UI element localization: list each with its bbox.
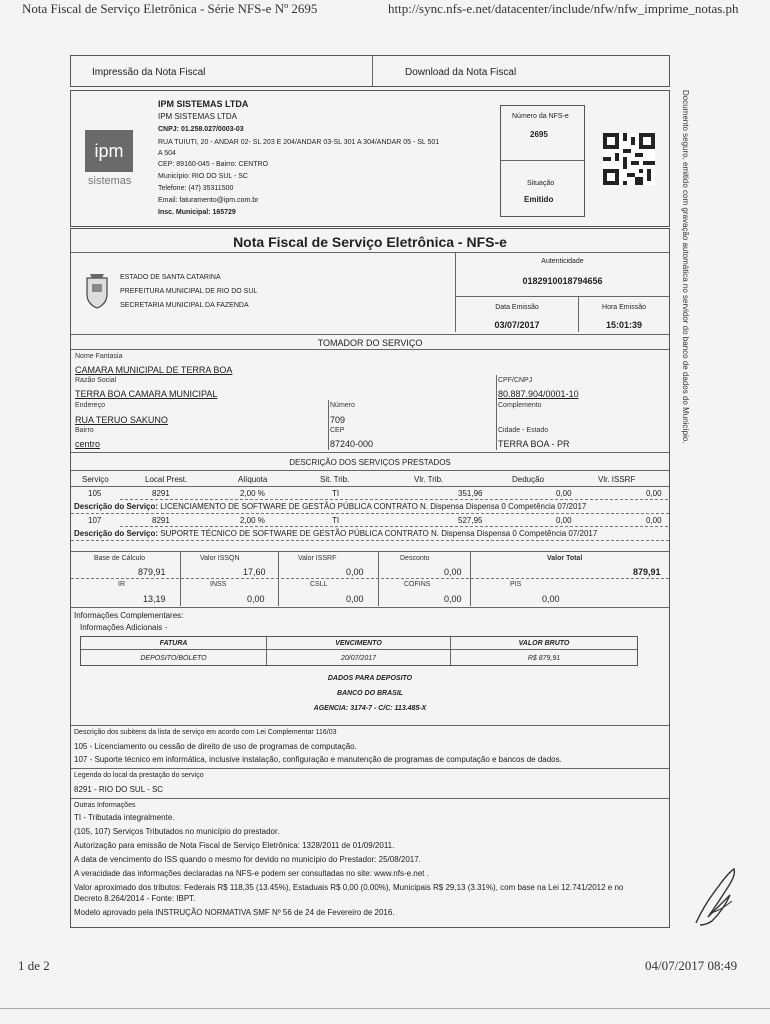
print-datetime: 04/07/2017 08:49 — [645, 958, 738, 973]
fantasy-name: CAMARA MUNICIPAL DE TERRA BOA — [75, 365, 233, 375]
service-2-local: 8291 — [152, 516, 170, 525]
service-2-deducao: 0,00 — [556, 516, 572, 525]
total-value: 879,91 — [633, 567, 661, 577]
razao-value: TERRA BOA CAMARA MUNICIPAL — [75, 389, 218, 399]
issue-time-label: Hora Emissão — [602, 304, 646, 311]
note-number: 2695 — [530, 130, 548, 139]
service-1-issrf: 0,00 — [646, 489, 662, 498]
issuer-insc: Insc. Municipal: 165729 — [158, 209, 236, 216]
col-local: Local Prest. — [145, 475, 188, 484]
col-vlr-trib: Vlr. Trib. — [414, 475, 444, 484]
complementary-label: Informações Complementares: — [74, 611, 184, 620]
city-state-value: TERRA BOA - PR — [498, 439, 570, 449]
service-2-issrf: 0,00 — [646, 516, 662, 525]
deposit-bank: BANCO DO BRASIL — [336, 690, 404, 697]
other-info-line: Autorização para emissão de Nota Fiscal de Serviço Eletrônica: 1328/2011 de 01/09/2011. — [74, 841, 395, 850]
pis-value: 0,00 — [542, 594, 560, 604]
fatura-label: FATURA — [159, 640, 188, 647]
print-button[interactable]: Impressão da Nota Fiscal — [92, 67, 206, 78]
col-sit-trib: Sit. Trib. — [320, 475, 350, 484]
ir-value: 13,19 — [143, 594, 166, 604]
other-info-line: TI - Tributada integralmente. — [74, 813, 175, 822]
city-state-label: Cidade - Estado — [498, 427, 549, 434]
other-info-line: Modelo aprovado pela INSTRUÇÃO NORMATIVA SMF Nº 56 de 24 de Fevereiro de 2016. — [74, 908, 395, 917]
col-vlr-issrf: Vlr. ISSRF — [598, 475, 636, 484]
cep-label: CEP — [330, 427, 345, 434]
pis-label: PIS — [510, 581, 522, 588]
number-value: 709 — [330, 415, 346, 425]
bruto-value: R$ 879,91 — [527, 655, 561, 662]
cpf-value: 80.887.904/0001-10 — [498, 389, 579, 399]
auth-code: 0182910018794656 — [522, 276, 603, 286]
bruto-label: VALOR BRUTO — [518, 640, 570, 647]
print-header-url: http://sync.nfs-e.net/datacenter/include/nfw/nfw_imprime_notas.ph — [388, 1, 739, 16]
issuer-address1: RUA TUIUTI, 20 - ANDAR 02- SL 203 E 204/ANDAR 03-SL 301 A 304/ANDAR 05 - SL 501 — [158, 139, 440, 146]
district-label: Bairro — [75, 427, 94, 434]
address-label: Endereço — [75, 402, 105, 409]
csll-value: 0,00 — [346, 594, 364, 604]
vencimento-label: VENCIMENTO — [335, 640, 382, 647]
issrf-total-label: Valor ISSRF — [298, 555, 337, 562]
other-info-label: Outras Informações — [74, 802, 136, 809]
service-2-description — [74, 529, 597, 538]
discount-label: Desconto — [400, 555, 430, 562]
prefecture-name: PREFEITURA MUNICIPAL DE RIO DO SUL — [120, 288, 258, 295]
additional-info-label: Informações Adicionais - — [80, 623, 168, 632]
issuer-name-bold: IPM SISTEMAS LTDA — [158, 99, 249, 109]
issuer-name: IPM SISTEMAS LTDA — [158, 112, 237, 121]
other-info-line: A data de vencimento do ISS quando o mesmo for devido no município do Prestador: 25/08/2017. — [74, 855, 421, 864]
tomador-section-title: TOMADOR DO SERVIÇO — [317, 338, 423, 348]
service-2-desc-label: Descrição do Serviço: — [74, 529, 159, 538]
services-section-title: DESCRIÇÃO DOS SERVIÇOS PRESTADOS — [289, 458, 451, 467]
deposit-account: AGENCIA: 3174-7 - C/C: 113.485-X — [313, 705, 427, 712]
handwritten-signature — [690, 865, 742, 929]
subitem-107: 107 - Suporte técnico em informática, inclusive instalação, configuração e manutenção de programas de computação e bancos de dados. — [74, 755, 562, 764]
service-1-deducao: 0,00 — [556, 489, 572, 498]
fantasy-name-label: Nome Fantasia — [75, 353, 123, 360]
inss-label: INSS — [210, 581, 227, 588]
issqn-value: 17,60 — [243, 567, 266, 577]
deposit-title: DADOS PARA DEPOSITO — [327, 675, 413, 682]
col-aliquota: Alíquota — [238, 475, 268, 484]
number-label: Número — [330, 402, 355, 409]
issuer-cnpj: CNPJ: 01.258.027/0003-03 — [158, 126, 244, 133]
subitem-105: 105 - Licenciamento ou cessão de direito de uso de programas de computação. — [74, 742, 357, 751]
service-1-desc-text: LICENCIAMENTO DE SOFTWARE DE GESTÃO PÚBLICA CONTRATO N. Dispensa Dispensa 0 Competência 07/2017 — [160, 502, 587, 511]
service-2-vlr: 527,95 — [458, 516, 483, 525]
print-header-title: Nota Fiscal de Serviço Eletrônica - Série NFS-e Nº 2695 — [22, 1, 318, 16]
service-1-description — [74, 502, 586, 511]
district-value: centro — [75, 439, 101, 449]
inss-value: 0,00 — [247, 594, 265, 604]
ir-label: IR — [118, 581, 125, 588]
service-2-sit: TI — [332, 516, 340, 525]
col-deducao: Dedução — [512, 475, 545, 484]
download-button[interactable]: Download da Nota Fiscal — [405, 67, 517, 78]
razao-label: Razão Social — [75, 377, 117, 384]
address-value: RUA TERUO SAKUNO — [75, 415, 168, 425]
service-2-aliquota: 2,00 % — [240, 516, 265, 525]
service-1-vlr: 351,96 — [458, 489, 483, 498]
side-security-note: Documento seguro, emitido com gravação automática no servidor do banco de dados do Município. — [681, 90, 690, 444]
col-servico: Serviço — [82, 475, 109, 484]
local-legend-value: 8291 - RIO DO SUL - SC — [74, 785, 164, 794]
issue-date: 03/07/2017 — [494, 320, 540, 330]
service-1-aliquota: 2,00 % — [240, 489, 265, 498]
cep-value: 87240-000 — [330, 439, 374, 449]
other-info-line: Decreto 8.264/2014 - Fonte: IBPT. — [74, 894, 196, 903]
base-value: 879,91 — [138, 567, 166, 577]
service-2-desc-text: SUPORTE TÉCNICO DE SOFTWARE DE GESTÃO PÚBLICA CONTRATO N. Dispensa Dispensa 0 Competência 07/2017 — [160, 529, 598, 538]
side-security-note-wrap — [676, 90, 690, 490]
service-1-desc-label: Descrição do Serviço: — [74, 502, 159, 511]
issrf-total-value: 0,00 — [346, 567, 364, 577]
issue-time: 15:01:39 — [605, 320, 643, 330]
complement-label: Complemento — [498, 402, 542, 409]
cofins-label: COFINS — [404, 581, 431, 588]
discount-value: 0,00 — [444, 567, 462, 577]
page-number: 1 de 2 — [18, 958, 50, 973]
status-label: Situação — [527, 180, 555, 187]
fatura-value: DEPOSITO/BOLETO — [140, 655, 207, 662]
total-label: Valor Total — [547, 555, 583, 562]
subitems-label: Descrição dos subitens da lista de serviço em acordo com Lei Complementar 116/03 — [74, 729, 337, 736]
other-info-line: A veracidade das informações declaradas na NFS-e podem ser consultadas no site: www.nfs-e.net . — [74, 869, 429, 878]
issuer-city: Município: RIO DO SUL - SC — [158, 173, 248, 180]
document-title: Nota Fiscal de Serviço Eletrônica - NFS-e — [233, 234, 507, 250]
service-1-code: 105 — [88, 489, 102, 498]
state-name: ESTADO DE SANTA CATARINA — [120, 274, 221, 281]
cpf-label: CPF/CNPJ — [498, 377, 533, 384]
ipm-logo: ipm — [85, 130, 133, 172]
other-info-line: (105, 107) Serviços Tributados no município do prestador. — [74, 827, 280, 836]
service-1-local: 8291 — [152, 489, 170, 498]
qr-code-icon — [603, 133, 655, 185]
issuer-cep: CEP: 89160-045 - Bairro: CENTRO — [158, 161, 269, 168]
issuer-phone: Telefone: (47) 35311500 — [158, 185, 234, 192]
issuer-email: Email: faturamento@ipm.com.br — [158, 197, 259, 204]
auth-label: Autenticidade — [541, 258, 584, 265]
ipm-logo-sub: sistemas — [88, 175, 132, 187]
base-label: Base de Cálculo — [94, 555, 145, 562]
csll-label: CSLL — [310, 581, 328, 588]
note-number-label: Número da NFS-e — [512, 113, 569, 120]
service-1-sit: TI — [332, 489, 340, 498]
status-value: Emitido — [524, 195, 554, 204]
vencimento-value: 20/07/2017 — [340, 655, 377, 662]
service-2-code: 107 — [88, 516, 102, 525]
other-info-line: Valor aproximado dos tributos: Federais R$ 118,35 (13.45%), Estaduais R$ 0,00 (0.00%), Municipais R$ 29,13 (3.31%), com base na Lei 12.741/2012 e no — [74, 883, 624, 892]
issqn-label: Valor ISSQN — [200, 555, 240, 562]
cofins-value: 0,00 — [444, 594, 462, 604]
issuer-address2: A 504 — [158, 150, 176, 157]
department-name: SECRETARIA MUNICIPAL DA FAZENDA — [120, 302, 249, 309]
issue-date-label: Data Emissão — [495, 304, 539, 311]
local-legend-label: Legenda do local da prestação do serviço — [74, 772, 204, 779]
coat-of-arms-icon — [84, 272, 110, 310]
